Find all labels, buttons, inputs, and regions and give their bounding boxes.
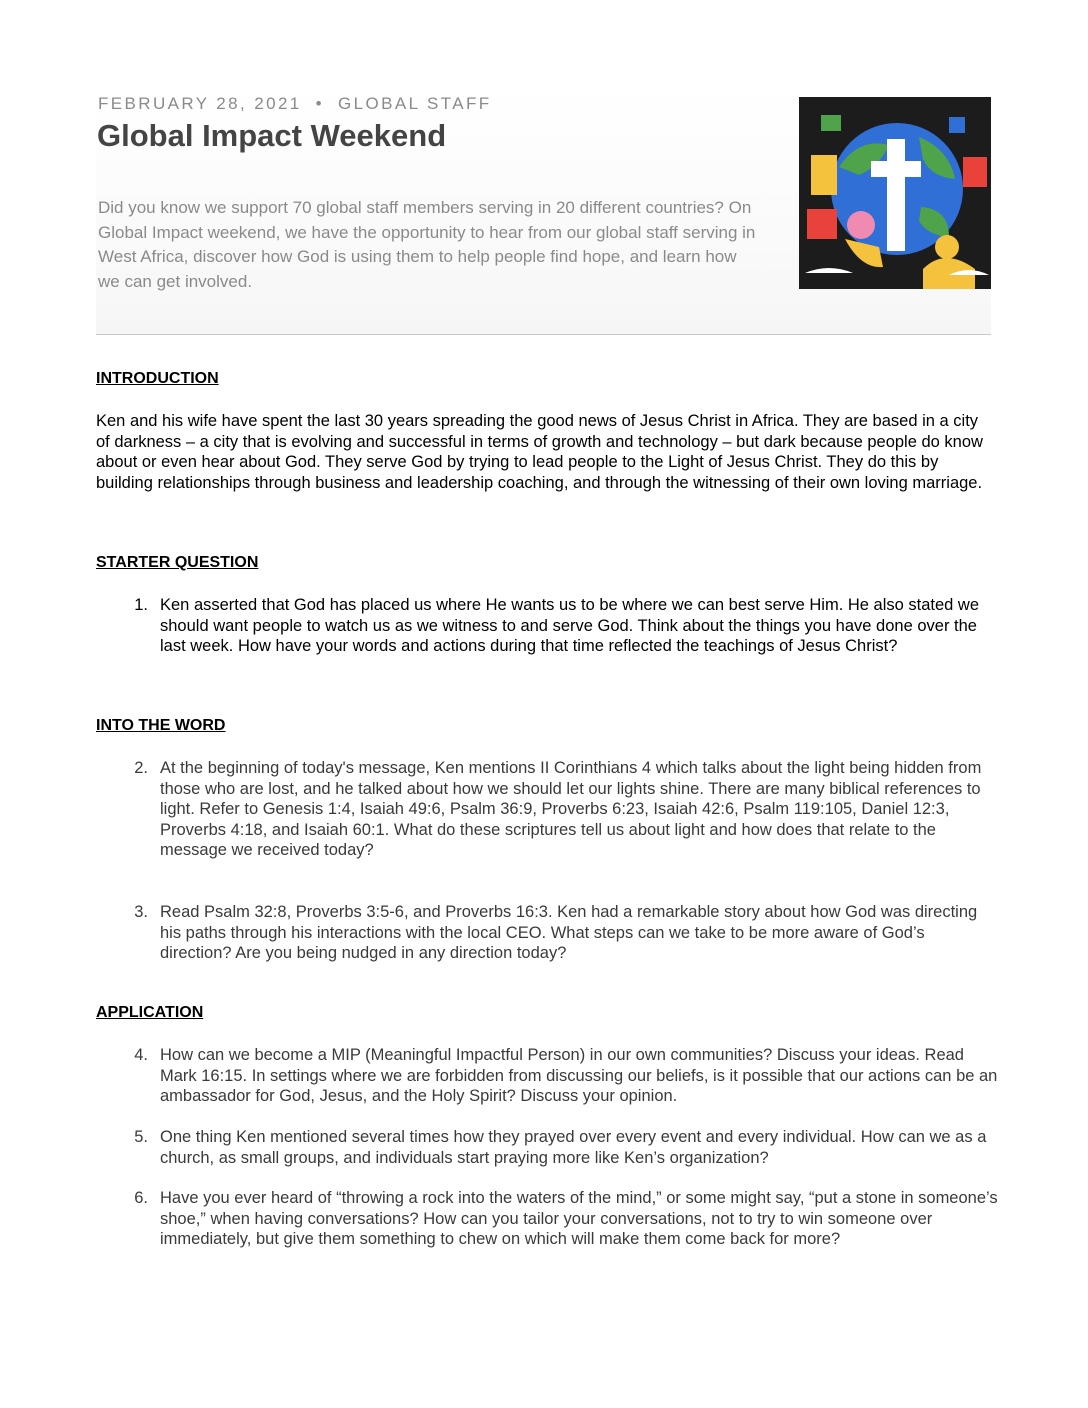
- globe-cross-illustration-icon: [799, 97, 991, 289]
- question-number: 3.: [134, 903, 148, 921]
- question-text: How can we become a MIP (Meaningful Impactful Person) in our own communities? Discuss your ideas. Read Mark 16:15. In settings where we are forbidden from discussing our beliefs, is it possible that our actions can be an ambassador for God, Jesus, and the Holy Spirit? Discuss your opinion.: [160, 1046, 998, 1106]
- question-item: [120, 1045, 1000, 1107]
- header-meta: [98, 94, 492, 114]
- question-item: [120, 595, 1000, 657]
- question-text: Ken asserted that God has placed us where He wants us to be where we can best serve Him. He also stated we should want people to watch us as we witness to and serve God. Think about the things you have done over the last week. How have your words and actions during that time reflected the teachings of Jesus Christ?: [160, 596, 980, 656]
- question-number: 6.: [134, 1189, 148, 1207]
- page-title: Global Impact Weekend: [97, 118, 447, 153]
- question-item: [120, 1188, 1000, 1250]
- heading-starter-question: STARTER QUESTION: [96, 554, 259, 571]
- intro-blurb: Did you know we support 70 global staff members serving in 20 different countries? On Global Impact weekend, we have the opportunity to hear from our global staff serving in West Africa, discover how God is using them to help people find hope, and learn how we can get involved.: [98, 198, 756, 291]
- question-text: Have you ever heard of “throwing a rock into the waters of the mind,” or some might say, “put a stone in someone’s shoe,” when having conversations? How can you tailor your conversations, not to try to win someone over immediately, but give them something to chew on which will make them come back for more?: [160, 1189, 998, 1249]
- question-number: 4.: [134, 1046, 148, 1064]
- category: GLOBAL STAFF: [338, 94, 492, 113]
- question-item: [120, 902, 1000, 964]
- introduction-body: Ken and his wife have spent the last 30 years spreading the good news of Jesus Christ in Africa. They are based in a city of darkness – a city that is evolving and successful in terms of growth and technology – but dark because people do know about or even hear about God. They serve God by trying to lead people to the Light of Jesus Christ. They do this by building relationships through business and leadership coaching, and through the witnessing of their own loving marriage.: [96, 412, 983, 492]
- question-number: 2.: [134, 759, 148, 777]
- question-item: [120, 758, 1000, 861]
- question-text: At the beginning of today's message, Ken mentions II Corinthians 4 which talks about the light being hidden from those who are lost, and he talked about how we should let our lights shine. There are many biblical references to light. Refer to Genesis 1:4, Isaiah 49:6, Psalm 36:9, Proverbs 6:23, Isaiah 42:6, Psalm 119:105, Daniel 12:3, Proverbs 4:18, and Isaiah 60:1. What do these scriptures tell us about light and how does that relate to the message we received today?: [160, 759, 982, 860]
- date: FEBRUARY 28, 2021: [98, 94, 302, 113]
- heading-introduction: INTRODUCTION: [96, 370, 219, 387]
- heading-application: APPLICATION: [96, 1004, 204, 1021]
- question-number: 5.: [134, 1128, 148, 1146]
- question-item: [120, 1127, 1000, 1168]
- question-text: Read Psalm 32:8, Proverbs 3:5-6, and Proverbs 16:3. Ken had a remarkable story about how God was directing his paths through his interactions with the local CEO. What steps can we take to be more aware of God’s direction? Are you being nudged in any direction today?: [160, 903, 978, 963]
- header-divider: [96, 334, 991, 335]
- meta-separator: •: [315, 94, 325, 113]
- question-text: One thing Ken mentioned several times how they prayed over every event and every individual. How can we as a church, as small groups, and individuals start praying more like Ken’s organization?: [160, 1128, 987, 1167]
- question-number: 1.: [134, 596, 148, 614]
- heading-into-the-word: INTO THE WORD: [96, 717, 226, 734]
